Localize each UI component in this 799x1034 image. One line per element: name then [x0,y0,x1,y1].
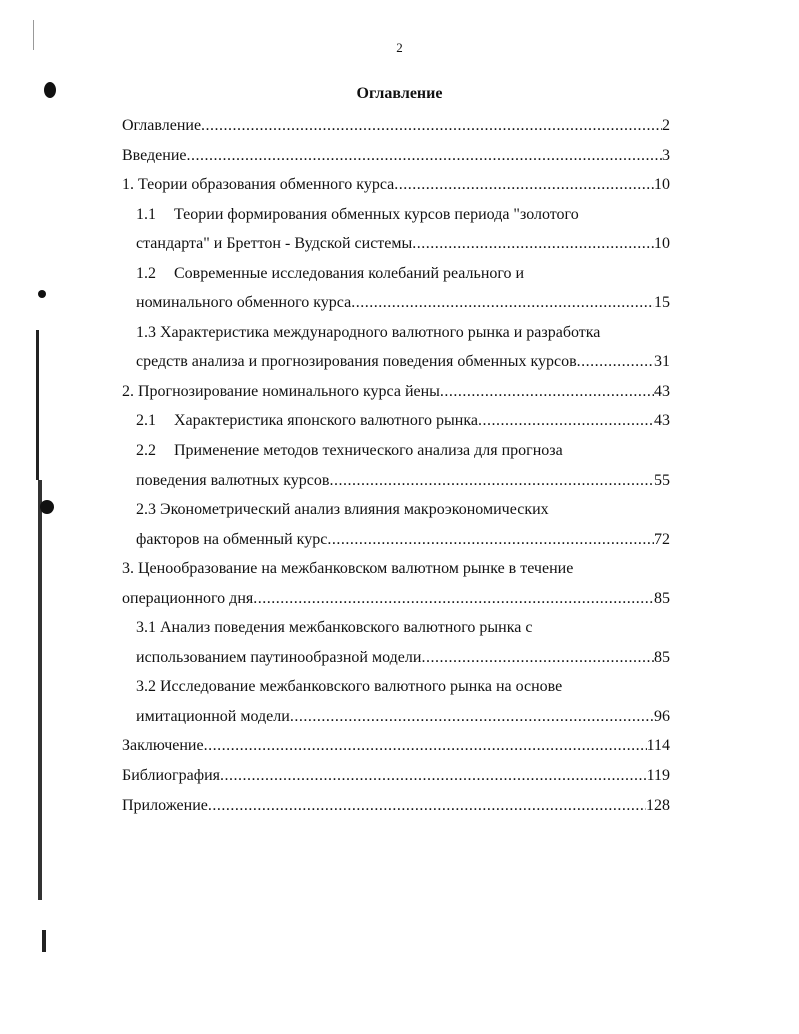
toc-entry-title: использованием паутинообразной модели [136,648,422,666]
toc-leader-dots [421,643,654,673]
toc-leader-dots [187,141,663,171]
table-of-contents [122,111,670,820]
toc-entry-title: средств анализа и прогнозирования поведения обменных курсов [136,353,577,371]
toc-entry-page: 72 [654,530,670,548]
toc-entry-page: 3 [662,146,670,164]
toc-entry-number: 2.2 [136,442,156,460]
toc-entry-page: 31 [654,353,670,371]
toc-entry-number: 1.1 [136,205,156,223]
toc-entry-title: Современные исследования колебаний реального и [174,264,525,282]
toc-entry-title: Заключение [122,737,204,755]
toc-entry[interactable] [122,672,670,702]
scan-margin-artifacts [0,0,70,1034]
toc-entry-page: 119 [646,767,670,785]
toc-entry[interactable] [122,200,670,230]
page-title: Оглавление [356,85,443,102]
toc-entry-title: Теории формирования обменных курсов периода "золотого [174,205,579,223]
toc-entry-title: Характеристика японского валютного рынка [174,412,478,430]
toc-entry-title: поведения валютных курсов [136,471,330,489]
toc-entry[interactable] [122,761,670,791]
toc-leader-dots [201,111,662,141]
toc-leader-dots [253,584,654,614]
toc-leader-dots [394,170,654,200]
toc-leader-dots [329,466,654,496]
toc-entry[interactable] [122,111,670,141]
page-number: 2 [396,40,403,55]
toc-entry-title: имитационной модели [136,707,290,725]
toc-entry[interactable] [122,584,670,614]
toc-entry[interactable] [122,288,670,318]
toc-entry-number: 2.1 [136,412,156,430]
scan-edge-line [42,930,46,952]
toc-entry-title: Введение [122,146,187,164]
scan-blot [40,500,54,514]
toc-entry[interactable] [122,170,670,200]
toc-entry[interactable] [122,791,670,821]
toc-entry-page: 15 [654,294,670,312]
toc-leader-dots [208,791,646,821]
toc-entry-title: номинального обменного курса [136,294,352,312]
toc-entry[interactable] [122,259,670,289]
toc-entry-title: стандарта" и Бреттон - Вудской системы [136,235,413,253]
toc-entry[interactable] [122,495,670,525]
toc-entry[interactable] [122,613,670,643]
toc-entry-title: 2. Прогнозирование номинального курса йены [122,382,440,400]
toc-entry-page: 55 [654,471,670,489]
toc-entry[interactable] [122,466,670,496]
toc-entry-title: 3. Ценообразование на межбанковском валютном рынке в течение [122,560,574,578]
toc-leader-dots [351,288,654,318]
toc-entry-title: 3.2 Исследование межбанковского валютного рынка на основе [136,678,563,696]
toc-leader-dots [412,229,654,259]
toc-leader-dots [220,761,647,791]
toc-entry-page: 85 [654,589,670,607]
toc-leader-dots [204,731,647,761]
toc-entry[interactable] [122,554,670,584]
toc-entry-title: 1. Теории образования обменного курса [122,176,395,194]
toc-entry[interactable] [122,702,670,732]
toc-entry-title: операционного дня [122,589,254,607]
toc-entry-page: 2 [662,117,670,134]
toc-entry[interactable] [122,377,670,407]
toc-entry[interactable] [122,318,670,348]
toc-entry[interactable] [122,525,670,555]
toc-entry-page: 43 [654,412,670,430]
toc-entry[interactable] [122,643,670,673]
toc-entry-title: Приложение [122,796,208,814]
toc-entry[interactable] [122,406,670,436]
toc-leader-dots [577,347,654,377]
toc-entry[interactable] [122,731,670,761]
toc-entry[interactable] [122,229,670,259]
scan-edge-line [36,330,39,480]
toc-entry-title: Применение методов технического анализа для прогноза [174,442,563,460]
toc-entry-page: 10 [654,235,670,253]
toc-entry-title: Библиография [122,767,220,785]
scan-edge-line [38,480,42,900]
toc-leader-dots [327,525,654,555]
toc-entry-page: 43 [654,382,670,400]
toc-entry-title: 3.1 Анализ поведения межбанковского валютного рынка с [136,619,533,637]
toc-entry-title: факторов на обменный курс [136,530,328,548]
toc-entry[interactable] [122,141,670,171]
toc-entry[interactable] [122,436,670,466]
toc-entry-page: 85 [654,648,670,666]
toc-entry-page: 114 [646,737,670,755]
toc-leader-dots [440,377,654,407]
toc-entry-title: 1.3 Характеристика международного валютного рынка и разработка [136,323,601,341]
toc-entry[interactable] [122,347,670,377]
toc-entry-page: 10 [654,176,670,194]
scan-blot [38,290,46,298]
toc-entry-title: 2.3 Эконометрический анализ влияния макроэкономических [136,501,549,519]
toc-entry-page: 128 [646,796,670,814]
toc-leader-dots [290,702,654,732]
toc-leader-dots [478,406,654,436]
toc-entry-page: 96 [654,707,670,725]
toc-entry-title: Оглавление [122,117,202,134]
toc-entry-number: 1.2 [136,264,156,282]
